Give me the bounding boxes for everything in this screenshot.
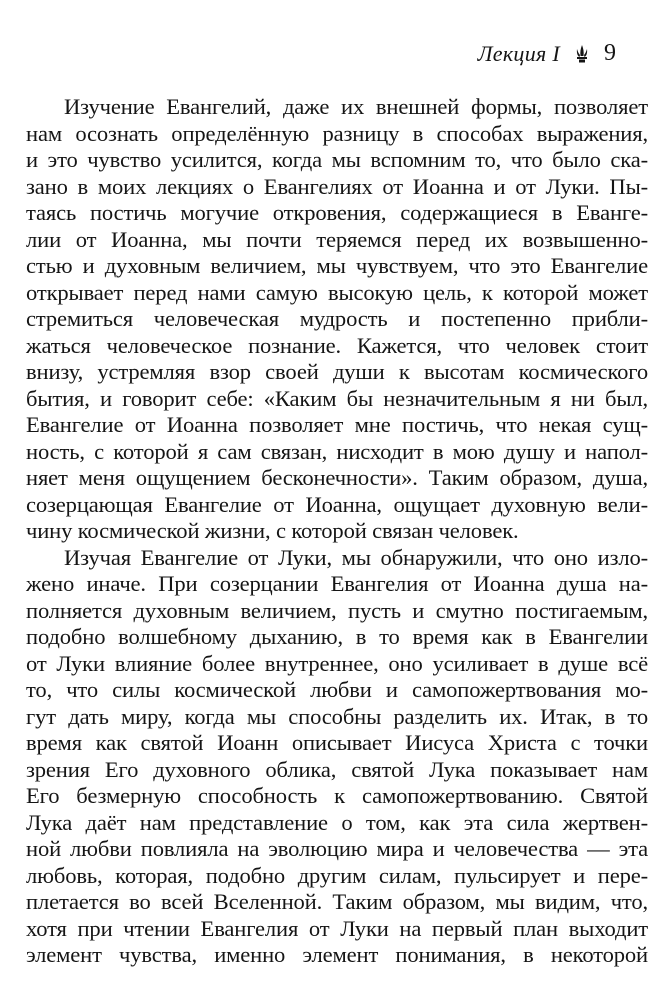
fleuron-icon	[574, 44, 590, 64]
text-line: жено иначе. При созерцании Евангелия от Иоанна душа на-	[26, 571, 648, 596]
text-line: время как святой Иоанн описывает Иисуса Христа с точки	[26, 730, 648, 755]
text-line: Изучение Евангелий, даже их внешней формы, позволяет	[64, 94, 648, 119]
text-line: от Луки влияние более внутреннее, оно усиливает в душе всё	[26, 650, 648, 676]
text-line: Евангелие от Иоанна позволяет мне постичь, что некая сущ-	[26, 412, 648, 437]
body-text	[26, 94, 648, 969]
page-number: 9	[604, 40, 616, 66]
text-line: чину космической жизни, с которой связан человек.	[26, 518, 519, 543]
text-line: таясь постичь могучие откровения, содержащиеся в Еванге-	[26, 200, 648, 225]
text-line: открывает перед нами самую высокую цель, к которой может	[26, 279, 648, 305]
text-line: созерцающая Евангелие от Иоанна, ощущает духовную вели-	[26, 491, 648, 517]
text-line: нам осознать определённую разницу в способах выражения,	[26, 120, 648, 146]
text-line: ной любви повлияла на эволюцию мира и человечества — эта	[26, 836, 648, 861]
running-header	[478, 40, 616, 67]
text-line: лии от Иоанна, мы почти теряемся перед их возвышенно-	[26, 226, 648, 252]
paragraph	[26, 94, 648, 545]
text-line: полняется духовным величием, пусть и смутно постигаемым,	[26, 597, 648, 623]
text-line: стремиться человеческая мудрость и постепенно прибли-	[26, 306, 648, 331]
running-title: Лекция I	[477, 40, 560, 66]
text-line: няет меня ощущением бесконечности». Таким образом, душа,	[26, 465, 648, 490]
text-line: подобно волшебному дыханию, в то время как в Евангелии	[26, 624, 648, 649]
text-line: плетается во всей Вселенной. Таким образом, мы видим, что,	[26, 889, 648, 914]
text-line: жаться человеческое познание. Кажется, что человек стоит	[26, 332, 648, 358]
text-line: бытия, и говорит себе: «Каким бы незначительным я ни был,	[26, 385, 648, 411]
text-line: ность, с которой я сам связан, нисходит в мою душу и напол-	[26, 438, 648, 464]
text-line: элемент чувства, именно элемент понимания, в некоторой	[26, 942, 648, 967]
text-line: Лука даёт нам представление о том, как эта сила жертвен-	[26, 809, 648, 835]
text-line: зано в моих лекциях о Евангелиях от Иоанна и от Луки. Пы-	[26, 173, 648, 199]
text-line: Изучая Евангелие от Луки, мы обнаружили, что оно изло-	[64, 544, 648, 570]
text-line: любовь, которая, подобно другим силам, пульсирует и пере-	[26, 862, 648, 888]
text-line: и это чувство усилится, когда мы вспомним то, что было ска-	[26, 147, 648, 172]
text-line: Его безмерную способность к самопожертвованию. Святой	[26, 783, 648, 808]
text-line: зрения Его духовного облика, святой Лука показывает нам	[26, 756, 648, 782]
text-line: то, что силы космической любви и самопожертвования мо-	[26, 677, 648, 702]
text-line: хотя при чтении Евангелия от Луки на первый план выходит	[26, 915, 648, 941]
paragraph	[26, 545, 648, 969]
text-line: стью и духовным величием, мы чувствуем, что это Евангелие	[26, 253, 648, 278]
text-line: внизу, устремляя взор своей души к высотам космического	[26, 359, 648, 384]
text-line: гут дать миру, когда мы способны разделить их. Итак, в то	[26, 703, 648, 729]
